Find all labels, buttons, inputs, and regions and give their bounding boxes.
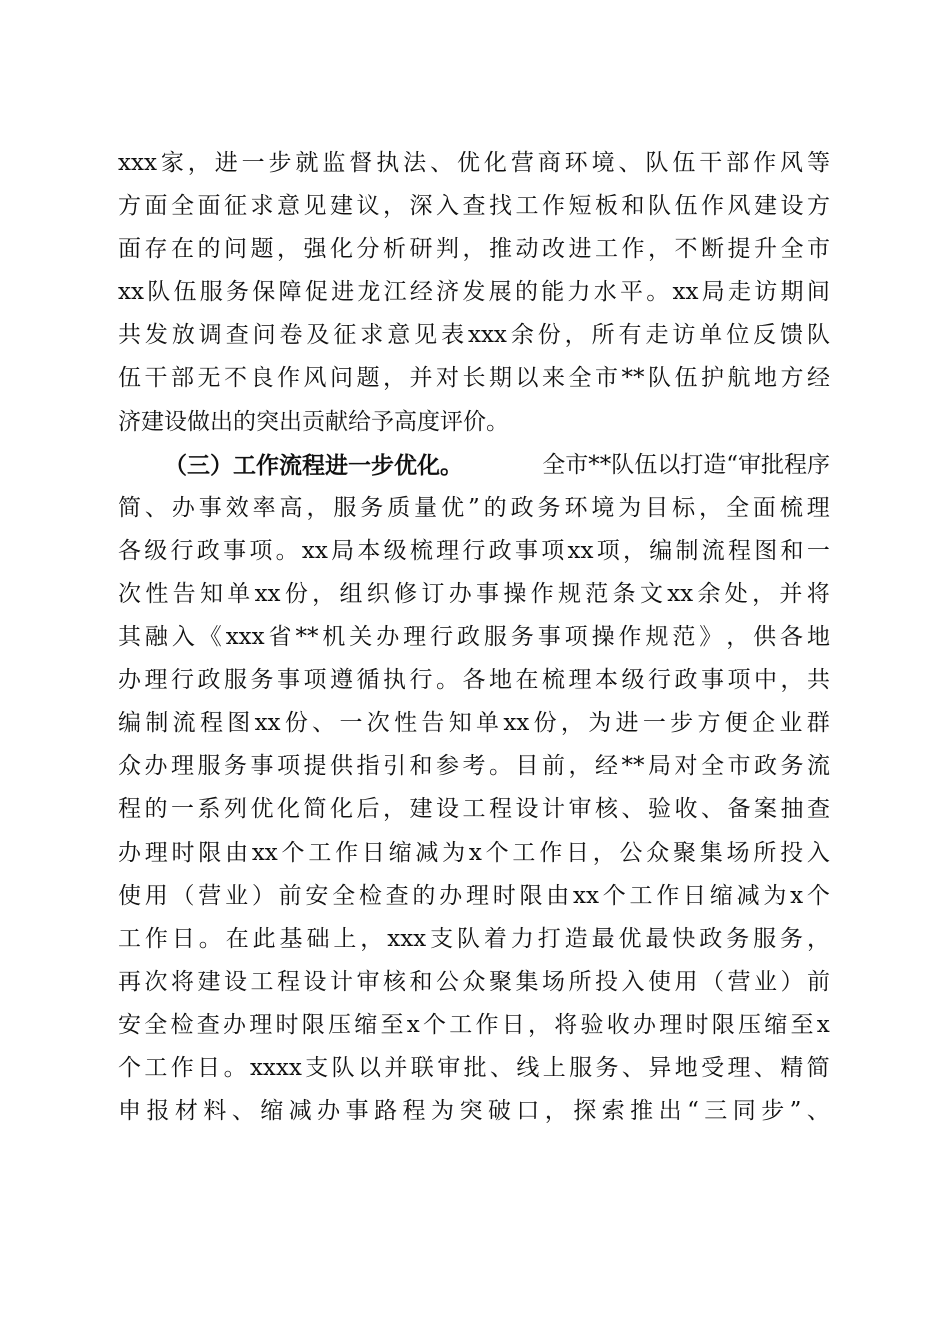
paragraph-2 — [118, 444, 830, 1134]
text-line: 济建设做出的突出贡献给予高度评价。 — [118, 408, 509, 435]
text-line: 办 理 时 限 由 xx 个 工 作 日 缩 减 为 x 个 工 作 日 ， 公 众 聚 集 场 所 投 入 — [118, 839, 830, 866]
text-line: 共 发 放 调 查 问 卷 及 征 求 意 见 表 xxx 余 份 ， 所 有 走 访 单 位 反 馈 队 — [118, 322, 830, 349]
text-line: 工 作 日 。 在 此 基 础 上 ， xxx 支 队 着 力 打 造 最 优 最 快 政 务 服 务 ， — [118, 925, 830, 952]
text-line: 再 次 将 建 设 工 程 设 计 审 核 和 公 众 聚 集 场 所 投 入 使 用 （ 营 业 ） 前 — [118, 968, 830, 995]
text-line: 众 办 理 服 务 事 项 提 供 指 引 和 参 考 。 目 前 ， 经 ** 局 对 全 市 政 务 流 — [118, 753, 830, 780]
text-line: 伍 干 部 无 不 良 作 风 问 题 ， 并 对 长 期 以 来 全 市 ** 队 伍 护 航 地 方 经 — [118, 365, 830, 392]
text-line: 简 、 办 事 效 率 高 ， 服 务 质 量 优 ” 的 政 务 环 境 为 目 标 ， 全 面 梳 理 — [118, 494, 830, 521]
section-heading: （三）工作流程进一步优化。 — [164, 451, 463, 479]
text-line: 编 制 流 程 图 xx 份 、 一 次 性 告 知 单 xx 份 ， 为 进 一 步 方 便 企 业 群 — [118, 710, 830, 737]
text-line: xx 队 伍 服 务 保 障 促 进 龙 江 经 济 发 展 的 能 力 水 平 。 xx 局 走 访 期 间 — [118, 279, 830, 306]
text-line: 面 存 在 的 问 题 ， 强 化 分 析 研 判 ， 推 动 改 进 工 作 ， 不 断 提 升 全 市 — [118, 236, 830, 263]
text-line-first — [118, 444, 830, 487]
text-line: xxx 家 ， 进 一 步 就 监 督 执 法 、 优 化 营 商 环 境 、 队 伍 干 部 作 风 等 — [118, 150, 830, 176]
text-line: 次 性 告 知 单 xx 份 ， 组 织 修 订 办 事 操 作 规 范 条 文 xx 余 处 ， 并 将 — [118, 580, 830, 607]
text-line: 办 理 行 政 服 务 事 项 遵 循 执 行 。 各 地 在 梳 理 本 级 行 政 事 项 中 ， 共 — [118, 667, 830, 694]
text-line: 使 用 （ 营 业 ） 前 安 全 检 查 的 办 理 时 限 由 xx 个 工 作 日 缩 减 为 x 个 — [118, 882, 830, 909]
text-line: 程 的 一 系 列 优 化 简 化 后 ， 建 设 工 程 设 计 审 核 、 验 收 、 备 案 抽 查 — [118, 796, 830, 823]
text-line: 各 级 行 政 事 项 。 xx 局 本 级 梳 理 行 政 事 项 xx 项 ， 编 制 流 程 图 和 一 — [118, 537, 830, 564]
text-line: 个 工 作 日 。 xxxx 支 队 以 并 联 审 批 、 线 上 服 务 、 异 地 受 理 、 精 简 — [118, 1054, 830, 1081]
paragraph-1 — [118, 142, 830, 444]
text-line: 申 报 材 料 、 缩 减 办 事 路 程 为 突 破 口 ， 探 索 推 出 “ 三 同 步 ” 、 — [118, 1098, 830, 1125]
document-body — [118, 142, 830, 1133]
text-line: 其 融 入 《 xxx 省 ** 机 关 办 理 行 政 服 务 事 项 操 作 规 范 》 ， 供 各 地 — [118, 624, 830, 651]
text-line: 方 面 全 面 征 求 意 见 建 议 ， 深 入 查 找 工 作 短 板 和 队 伍 作 风 建 设 方 — [118, 193, 830, 220]
text-line: 安 全 检 查 办 理 时 限 压 缩 至 x 个 工 作 日 ， 将 验 收 办 理 时 限 压 缩 至 x — [118, 1011, 830, 1038]
text-run: 全市**队伍以打造“审批程序 — [542, 451, 830, 478]
